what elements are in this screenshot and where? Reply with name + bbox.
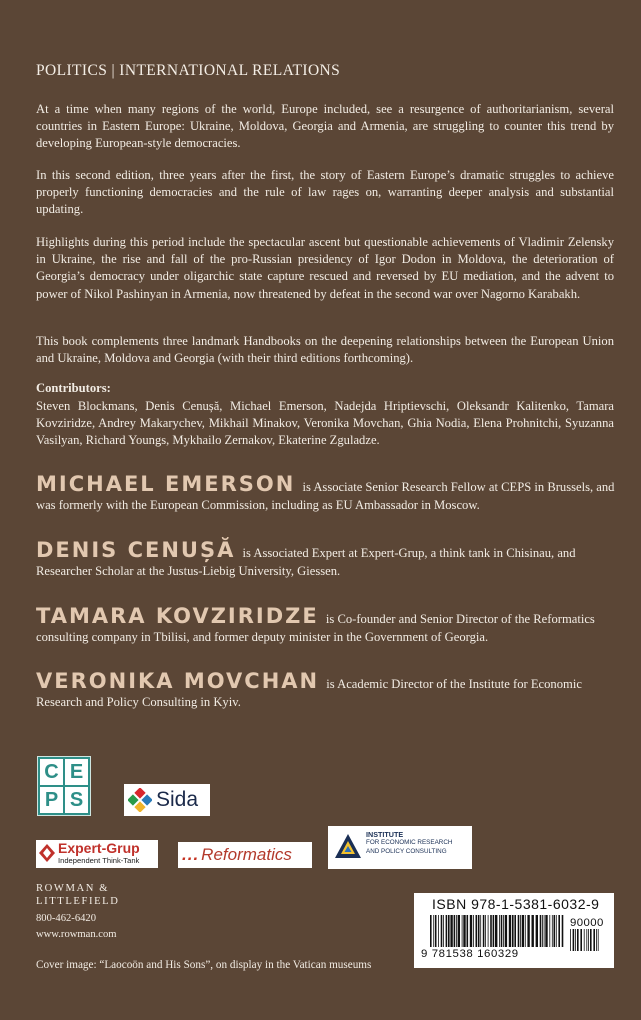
author-description: is Associate Senior Research Fellow at CEPS in Brussels, and was formerly with the European Commission, including as EU Ambassador in Moscow.	[36, 480, 615, 512]
category-label: POLITICS | INTERNATIONAL RELATIONS	[36, 62, 341, 79]
ceps-letter: P	[40, 787, 63, 813]
ceps-logo	[37, 756, 91, 816]
blurb-paragraph-1: At a time when many regions of the world, Europe included, see a resurgence of authoritarianism, several countries in Eastern Europe: Ukraine, Moldova, Georgia and Armenia, are struggling to counter this trend by developing European-style democracies.	[36, 102, 614, 151]
author-bio-movchan	[36, 669, 616, 711]
ceps-letter: S	[65, 787, 88, 813]
author-bio-cenusa	[36, 538, 616, 580]
publisher-line-2: LITTLEFIELD	[36, 896, 120, 908]
contributors-heading: Contributors:	[36, 381, 111, 395]
publisher-phone: 800-462-6420	[36, 913, 97, 924]
ier-name-line-3: AND POLICY CONSULTING	[366, 847, 447, 855]
ceps-letter: E	[65, 759, 88, 785]
isbn-barcode-box	[414, 893, 614, 968]
ceps-letter: C	[40, 759, 63, 785]
author-description: is Associated Expert at Expert-Grup, a think tank in Chisinau, and Researcher Scholar at the Justus-Liebig University, Giessen.	[36, 546, 576, 578]
publisher-line-1: ROWMAN &	[36, 883, 110, 894]
ier-name-line-1: INSTITUTE	[366, 830, 404, 839]
blurb-paragraph-2: In this second edition, three years after the first, the story of Eastern Europe’s dramatic struggles to achieve properly functioning democracies and the rule of law rages on, warranting deeper analysis and substantial updating.	[36, 168, 614, 217]
publisher-logo	[36, 882, 120, 909]
barcode-addon: 90000	[570, 917, 604, 929]
publisher-website: www.rowman.com	[36, 929, 117, 940]
sida-logo	[124, 784, 210, 816]
sida-emblem-icon	[128, 788, 152, 812]
sida-wordmark: Sida	[156, 788, 199, 811]
reformatics-dots: ...	[182, 845, 200, 864]
ier-logo	[328, 826, 472, 869]
author-description: is Co-founder and Senior Director of the Reformatics consulting company in Tbilisi, and former deputy minister in the Government of Georgia.	[36, 612, 595, 644]
expert-grup-logo	[36, 840, 158, 868]
expert-grup-subtitle: Independent Think-Tank	[58, 856, 140, 865]
reformatics-logo	[178, 842, 312, 868]
ier-name-line-2: FOR ECONOMIC RESEARCH	[366, 839, 453, 846]
blurb-paragraph-3: Highlights during this period include the spectacular ascent but questionable achievements of Vladimir Zelensky in Ukraine, the rise and fall of the pro-Russian presidency of Igor Dodon in Moldova, the deterioration of Georgia’s democracy under oligarchic state capture rescued and reversed by EU mediation, and the advent to power of Nikol Pashinyan in Armenia, now threatened by defeat in the second war over Nagorno Karabakh.	[36, 235, 614, 301]
contributors-list: Steven Blockmans, Denis Cenușă, Michael Emerson, Nadejda Hriptievschi, Oleksandr Kalitenko, Tamara Kovziridze, Andrey Makarychev, Mikhail Minakov, Veronika Movchan, Ghia Nodia, Elena Prohnitchi, Syuzanna Vasilyan, Richard Youngs, Mykhailo Zernakov, Ekaterine Zguladze.	[36, 399, 614, 448]
reformatics-wordmark: Reformatics	[201, 845, 292, 864]
author-bio-kovziridze	[36, 604, 616, 646]
barcode-digits: 9 781538 160329	[421, 948, 519, 960]
blurb-paragraph-4: This book complements three landmark Handbooks on the deepening relationships between the European Union and Ukraine, Moldova and Georgia (with their third editions forthcoming).	[36, 334, 614, 366]
expert-grup-emblem-icon	[39, 844, 55, 862]
author-bio-emerson	[36, 472, 616, 514]
author-name: DENIS CENUȘĂ	[36, 538, 236, 562]
author-name: VERONIKA MOVCHAN	[36, 669, 320, 693]
ier-triangle-icon	[334, 832, 362, 860]
author-name: MICHAEL EMERSON	[36, 472, 296, 496]
expert-grup-title: Expert-Grup	[58, 840, 140, 856]
isbn-label: ISBN 978-1-5381-6032-9	[432, 896, 600, 912]
cover-credit: Cover image: “Laocoön and His Sons”, on display in the Vatican museums	[36, 959, 372, 971]
author-description: is Academic Director of the Institute for Economic Research and Policy Consulting in Kyiv.	[36, 677, 582, 709]
author-name: TAMARA KOVZIRIDZE	[36, 604, 319, 628]
